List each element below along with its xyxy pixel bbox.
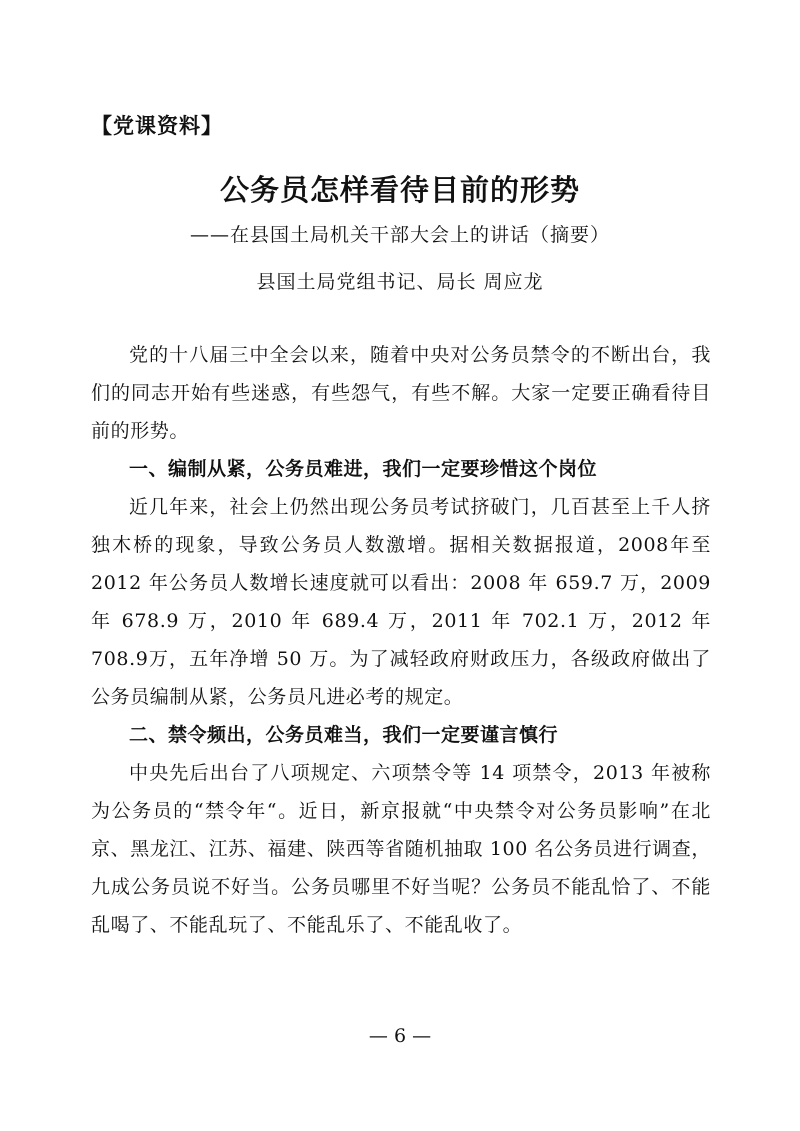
paragraph-section-2: 中央先后出台了八项规定、六项禁令等 14 项禁令，2013 年被称为公务员的“禁令年“。近日，新京报就“中央禁令对公务员影响”在北京、黑龙江、江苏、福建、陕西等省随机抽取 100 名公务员进行调查，九成公务员说不好当。公务员哪里不好当呢？公务员不能乱恰了、不能乱喝了、不能乱玩了、不能乱乐了、不能乱收了。 <box>91 762 711 936</box>
section-heading-2: 二、禁令频出，公务员难当，我们一定要谨言慎行 <box>129 724 559 746</box>
paragraph-intro: 党的十八届三中全会以来，随着中央对公务员禁令的不断出台，我们的同志开始有些迷惑，有些怨气，有些不解。大家一定要正确看待目前的形势。 <box>91 344 711 442</box>
category-label: 【党课资料】 <box>91 114 223 138</box>
section-heading-1: 一、编制从紧，公务员难进，我们一定要珍惜这个岗位 <box>129 458 598 480</box>
subtitle: ——在县国土局机关干部大会上的讲话（摘要） <box>189 224 610 246</box>
paragraph-section-1: 近几年来，社会上仍然出现公务员考试挤破门，几百甚至上千人挤独木桥的现象，导致公务员人数激增。据相关数据报道，2008年至 2012 年公务员人数增长速度就可以看出：2008 年 659.7 万，2009 年 678.9 万，2010 年 689.4 万，2011 年 702.1 万，2012 年 708.9万，五年净增 50 万。为了减轻政府财政压力，各级政府做出了公务员编制从紧，公务员凡进必考的规定。 <box>91 496 711 708</box>
article-body <box>91 336 711 944</box>
page-title: 公务员怎样看待目前的形势 <box>219 173 580 207</box>
page-number: — 6 — <box>368 1025 432 1047</box>
author-byline: 县国土局党组书记、局长 周应龙 <box>256 271 544 293</box>
